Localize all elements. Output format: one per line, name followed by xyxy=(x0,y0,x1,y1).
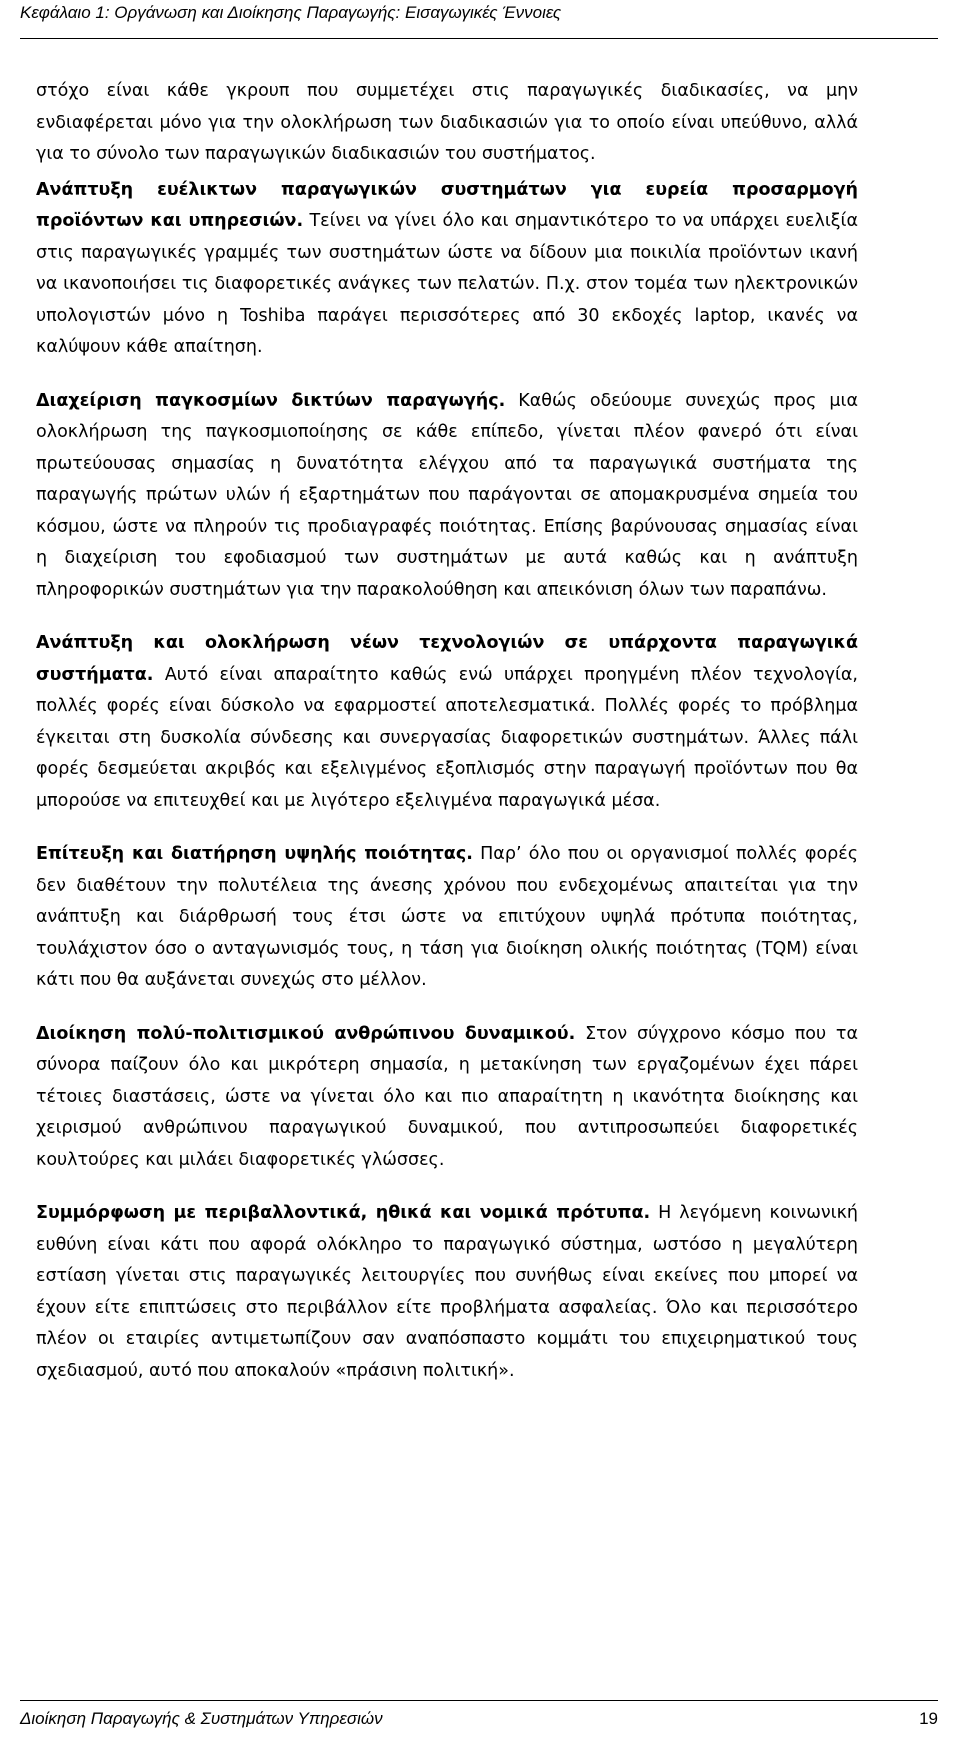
paragraph-quality xyxy=(36,839,858,997)
paragraph-global-networks xyxy=(36,386,858,607)
header-rule xyxy=(20,38,938,39)
paragraph-heading: Διοίκηση πολύ-πολιτισμικού ανθρώπινου δυναμικού. xyxy=(36,1023,576,1044)
paragraph-heading: Επίτευξη και διατήρηση υψηλής ποιότητας. xyxy=(36,844,473,864)
paragraph-heading: Ανάπτυξη ευέλικτων παραγωγικών συστημάτων για ευρεία προσαρμογή προϊόντων και υπηρεσιών. xyxy=(36,179,858,231)
paragraph-text: Αυτό είναι απαραίτητο καθώς ενώ υπάρχει προηγμένη πλέον τεχνολογία, πολλές φορές είναι δύσκολο να εφαρμοστεί αποτελεσματικά. Πολλές φορές το πρόβλημα έγκειται στη δυσκολία σύνδεσης και συνεργασίας διαφορετικών συστημάτων. Άλλες πάλι φορές δεσμεύεται ακριβός και εξελιγμένος εξοπλισμός στην παραγωγή προϊόντων που θα μπορούσε να επιτευχθεί και με λιγότερο εξελιγμένα παραγωγικά μέσα. xyxy=(36,664,858,811)
paragraph-text: Καθώς οδεύουμε συνεχώς προς μια ολοκλήρωση της παγκοσμιοποίησης σε κάθε επίπεδο, γίνεται πλέον φανερό ότι είναι πρωτεύουσας σημασίας η δυνατότητα ελέγχου από τα παραγωγικά συστήματα της παραγωγής πρώτων υλών ή εξαρτημάτων που παράγονται σε απομακρυσμένα σημεία του κόσμου, ώστε να πληρούν τις προδιαγραφές ποιότητας. Επίσης βαρύνουσας σημασίας είναι η διαχείριση του εφοδιασμού των συστημάτων με αυτά καθώς και η ανάπτυξη πληροφορικών συστημάτων για την παρακολούθηση και απεικόνιση όλων των παραπάνω. xyxy=(36,390,858,600)
running-header: Κεφάλαιο 1: Οργάνωση και Διοίκησης Παραγωγής: Εισαγωγικές Έννοιες xyxy=(20,3,562,22)
paragraph-heading: Ανάπτυξη και ολοκλήρωση νέων τεχνολογιών σε υπάρχοντα παραγωγικά συστήματα. xyxy=(36,633,858,685)
paragraph-text: Τείνει να γίνει όλο και σημαντικότερο το να υπάρχει ευελιξία στις παραγωγικές γραμμές των συστημάτων ώστε να δίδουν μια ποικιλία προϊόντων ικανή να ικανοποιήσει τις διαφορετικές ανάγκες των πελατών. Π.χ. στον τομέα των ηλεκτρονικών υπολογιστών μόνο η Toshiba παράγει περισσότερες από 30 εκδοχές laptop, ικανές να καλύψουν κάθε απαίτηση. xyxy=(36,211,858,357)
paragraph-heading: Διαχείριση παγκοσμίων δικτύων παραγωγής. xyxy=(36,390,506,411)
paragraph-heading: Συμμόρφωση με περιβαλλοντικά, ηθικά και νομικά πρότυπα. xyxy=(36,1203,651,1223)
page-number: 19 xyxy=(919,1709,938,1728)
paragraph-text: Παρ’ όλο που οι οργανισμοί πολλές φορές δεν διαθέτουν την πολυτέλεια της άνεσης χρόνου που ενδεχομένως απαιτείται για την ανάπτυξη και διάρθρωσή τους έτσι ώστε να επιτύχουν υψηλά πρότυπα ποιότητας, τουλάχιστον όσο ο ανταγωνισμός τους, η τάση για διοίκηση ολικής ποιότητας (TQM) είναι κάτι που θα αυξάνεται συνεχώς στο μέλλον. xyxy=(36,844,858,990)
page-body xyxy=(36,76,858,1409)
footer-rule xyxy=(20,1700,938,1701)
paragraph-text: Στον σύγχρονο κόσμο που τα σύνορα παίζουν όλο και μικρότερη σημασία, η μετακίνηση των εργαζομένων έχει πάρει τέτοιες διαστάσεις, ώστε να γίνεται όλο και πιο απαραίτητη η ικανότητα διοίκησης και χειρισμού ανθρώπινου παραγωγικού δυναμικού, που αντιπροσωπεύει διαφορετικές κουλτούρες και μιλάει διαφορετικές γλώσσες. xyxy=(36,1023,858,1170)
running-footer: Διοίκηση Παραγωγής & Συστημάτων Υπηρεσιών xyxy=(20,1709,383,1728)
paragraph-new-technologies xyxy=(36,628,858,817)
intro-paragraph: στόχο είναι κάθε γκρουπ που συμμετέχει στις παραγωγικές διαδικασίες, να μην ενδιαφέρεται μόνο για την ολοκλήρωση των διαδικασιών για το οποίο είναι υπεύθυνο, αλλά για το σύνολο των παραγωγικών διαδικασιών του συστήματος. xyxy=(36,81,858,164)
paragraph-flexible-systems xyxy=(36,175,858,364)
paragraph-compliance xyxy=(36,1198,858,1387)
paragraph-multicultural xyxy=(36,1019,858,1177)
paragraph-text: Η λεγόμενη κοινωνική ευθύνη είναι κάτι που αφορά ολόκληρο το παραγωγικό σύστημα, ωστόσο η μεγαλύτερη εστίαση γίνεται στις παραγωγικές λειτουργίες που συνήθως είναι εκείνες που μπορεί να έχουν είτε επιπτώσεις στο περιβάλλον είτε προβλήματα ασφαλείας. Όλο και περισσότερο πλέον οι εταιρίες αντιμετωπίζουν σαν αναπόσπαστο κομμάτι του επιχειρηματικού τους σχεδιασμού, αυτό που αποκαλούν «πράσινη πολιτική». xyxy=(36,1203,858,1381)
